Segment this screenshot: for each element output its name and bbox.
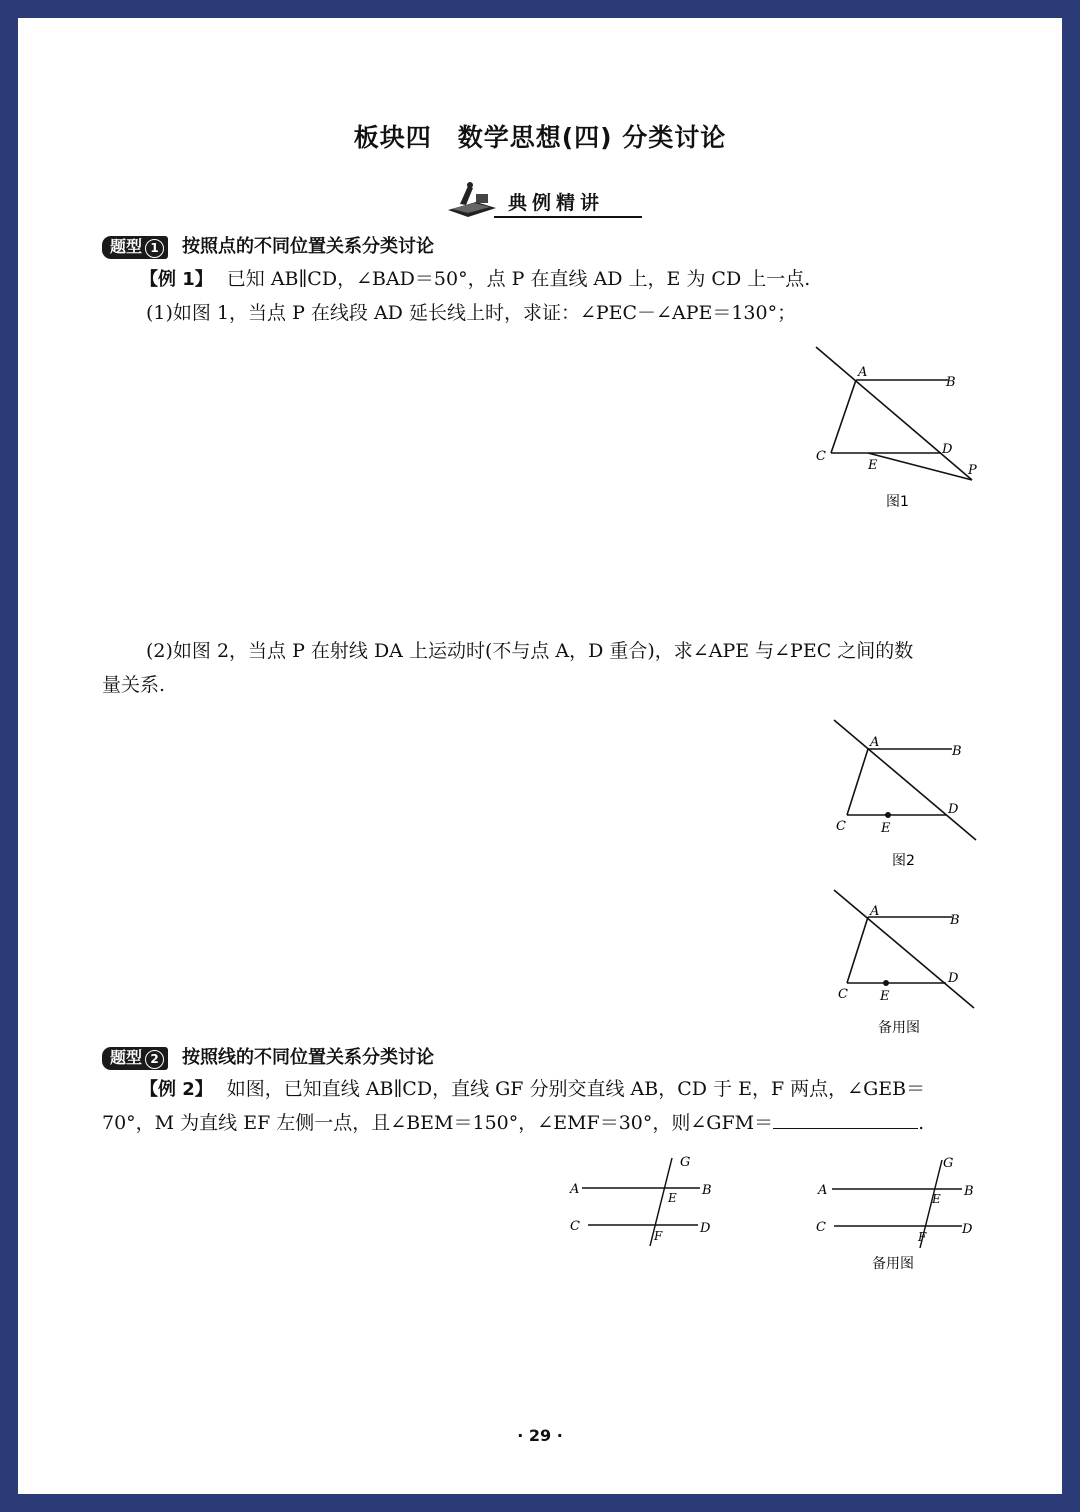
fig5-label-a: A [818, 1183, 828, 1198]
segment-ac [847, 917, 868, 983]
segment-ac [831, 380, 856, 453]
fig5-label-c: C [816, 1220, 826, 1235]
page-number: · 29 · [517, 1426, 563, 1445]
segment-ac [847, 749, 868, 815]
fig5-label-d: D [962, 1222, 973, 1237]
example-2-text-2: 70°，M 为直线 EF 左侧一点，且∠BEM＝150°，∠EMF＝30°，则∠GFM＝ [102, 1112, 774, 1134]
example-1-label: 【例 1】 [140, 269, 213, 290]
example-1-statement [140, 266, 810, 293]
figure-parallel-lines [562, 1150, 722, 1255]
tag-number: 2 [145, 1050, 164, 1069]
figure-2 [826, 712, 986, 872]
example-1-part-2-line-2: 量关系. [102, 674, 166, 696]
fig3-label-e: E [880, 989, 890, 1004]
book-stand-icon [446, 180, 498, 220]
fig4-label-c: C [570, 1219, 580, 1234]
example-2-line-1 [140, 1076, 925, 1103]
line-ad [834, 720, 976, 840]
fig3-label-c: C [838, 987, 848, 1002]
point-e [885, 812, 891, 818]
page-title: 板块四 数学思想(四) 分类讨论 [353, 123, 727, 152]
fig3-caption: 备用图 [878, 1020, 920, 1036]
fig1-label-b: B [946, 375, 956, 390]
section-2-title: 按照线的不同位置关系分类讨论 [182, 1047, 435, 1068]
tag-label: 题型 [110, 237, 143, 256]
tag-label: 题型 [110, 1048, 143, 1067]
fig5-caption: 备用图 [872, 1256, 914, 1272]
fig1-label-c: C [816, 449, 826, 464]
banner-title: 典例精讲 [508, 192, 605, 214]
fig5-label-b: B [964, 1184, 974, 1199]
fig4-label-a: A [570, 1182, 580, 1197]
fig2-label-c: C [836, 819, 846, 834]
fig3-label-d: D [948, 971, 959, 986]
section-2-heading [102, 1043, 434, 1070]
example-1-part-1: (1)如图 1，当点 P 在线段 AD 延长线上时，求证：∠PEC－∠APE＝130°； [146, 302, 797, 324]
fig5-label-f: F [918, 1230, 927, 1244]
fig1-label-e: E [868, 458, 878, 473]
fig1-label-a: A [858, 365, 868, 380]
figure-backup-2 [810, 1150, 980, 1280]
fig2-label-a: A [870, 735, 880, 750]
fig2-caption: 图2 [892, 853, 915, 869]
type-tag-2 [102, 1047, 168, 1070]
fig5-label-e: E [932, 1192, 941, 1206]
banner-underline [494, 216, 642, 218]
figure-backup-1 [826, 882, 986, 1042]
example-2-text-1: 如图，已知直线 AB∥CD，直线 GF 分别交直线 AB，CD 于 E，F 两点，∠GEB＝ [226, 1078, 926, 1100]
fig3-label-a: A [870, 904, 880, 919]
example-2-end: . [918, 1112, 925, 1134]
figure-1 [808, 340, 988, 520]
section-1-title: 按照点的不同位置关系分类讨论 [182, 236, 435, 257]
example-2-line-2 [102, 1110, 924, 1136]
example-1-text: 已知 AB∥CD，∠BAD＝50°，点 P 在直线 AD 上，E 为 CD 上一点. [226, 268, 811, 290]
fig2-label-b: B [952, 744, 962, 759]
type-tag-1 [102, 236, 168, 259]
fig4-label-f: F [654, 1229, 663, 1243]
fig1-label-d: D [942, 442, 953, 457]
fig4-label-g: G [680, 1155, 691, 1170]
fig4-label-e: E [668, 1191, 677, 1205]
fig2-label-d: D [948, 802, 959, 817]
fig3-label-b: B [950, 913, 960, 928]
fig4-label-b: B [702, 1183, 712, 1198]
tag-number: 1 [145, 239, 164, 258]
line-ad [834, 890, 974, 1008]
example-1-part-2-line-1: (2)如图 2，当点 P 在射线 DA 上运动时(不与点 A，D 重合)，求∠APE 与∠PEC 之间的数 [146, 640, 914, 662]
section-banner [446, 180, 642, 222]
fig1-caption: 图1 [886, 494, 909, 510]
answer-blank[interactable] [773, 1110, 918, 1129]
point-e [883, 980, 889, 986]
fig5-label-g: G [943, 1156, 954, 1171]
section-1-heading [102, 232, 434, 259]
fig2-label-e: E [881, 821, 891, 836]
example-2-label: 【例 2】 [140, 1079, 213, 1100]
fig1-label-p: P [968, 463, 977, 478]
fig4-label-d: D [700, 1221, 711, 1236]
